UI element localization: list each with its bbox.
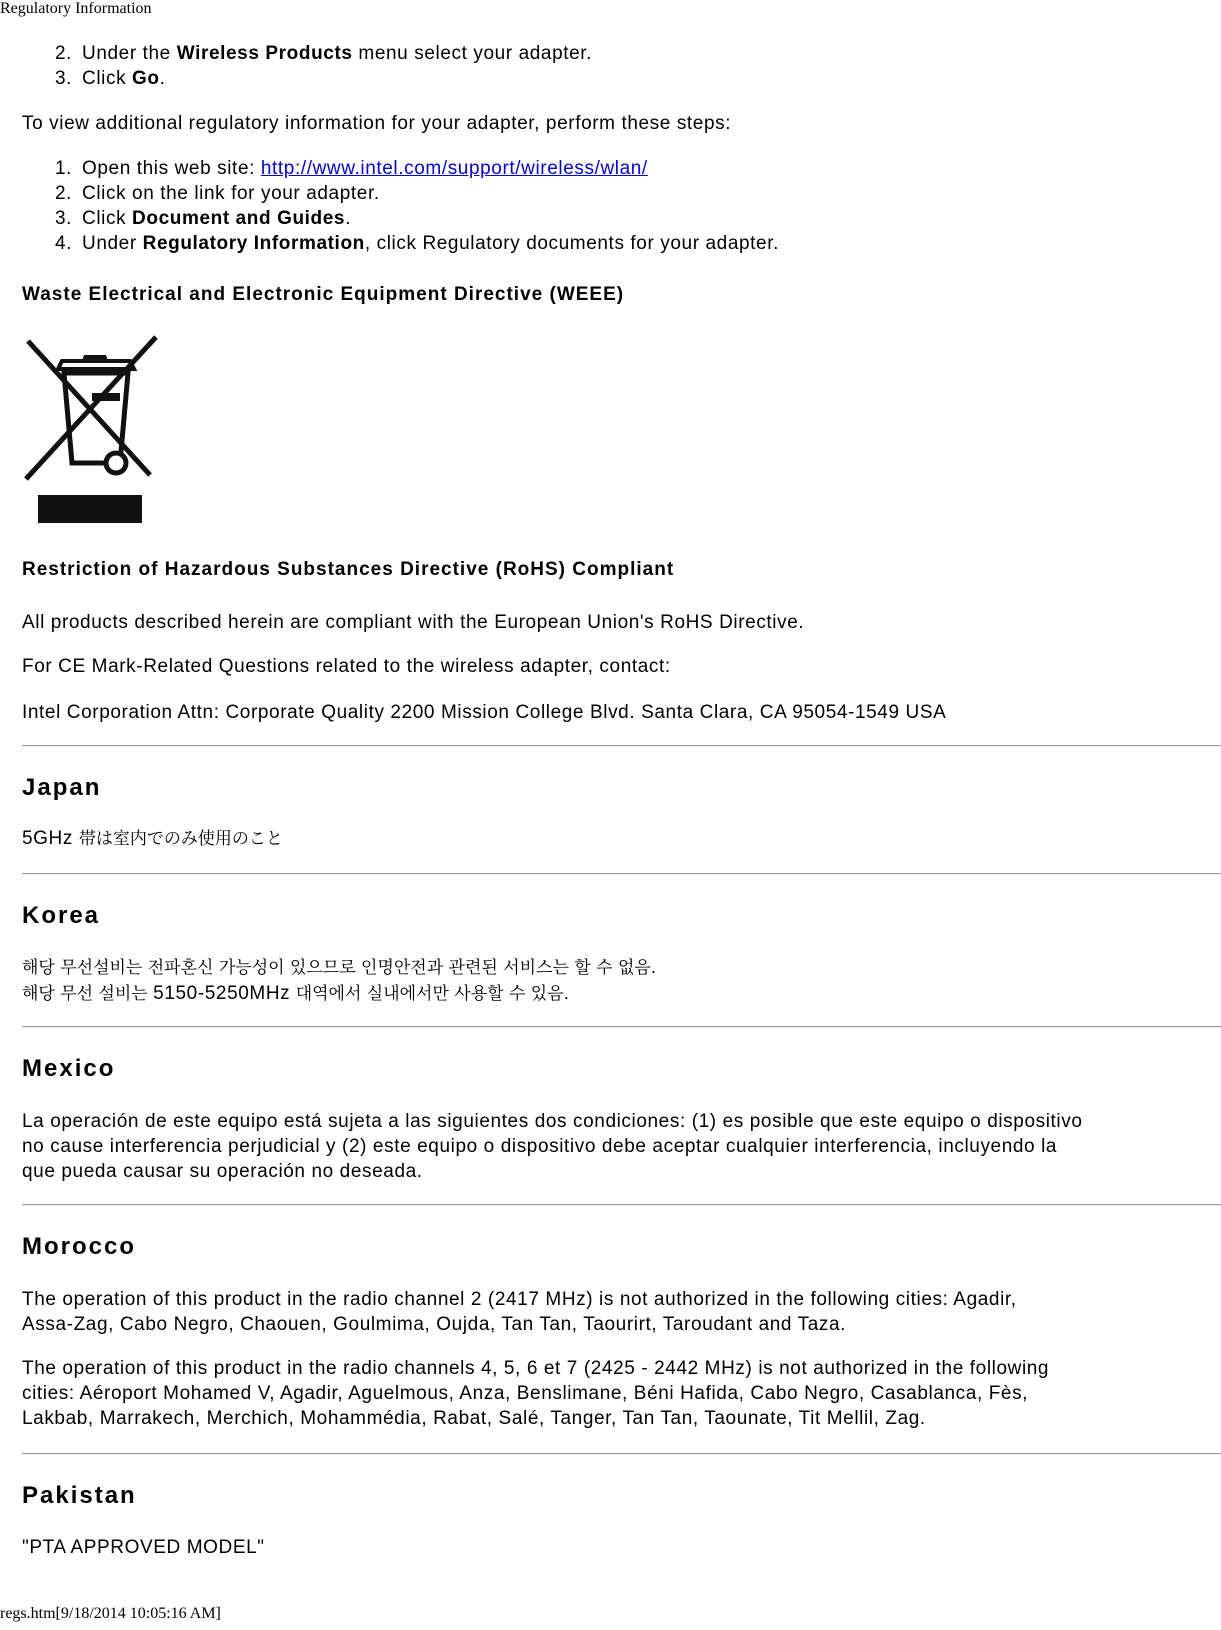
- korea-line: 해당 무선 설비는 5150-5250MHz 대역에서 실내에서만 사용할 수 있음.: [22, 983, 570, 1004]
- japan-text: 5GHz 帯は室内でのみ使用のこと: [22, 828, 283, 849]
- list-item: 2. Under the Wireless Products menu select your adapter.: [54, 43, 593, 64]
- morocco-text-line: Assa-Zag, Cabo Negro, Chaouen, Goulmima, Oujda, Tan Tan, Taourirt, Taroudant and Taza.: [22, 1314, 847, 1335]
- divider: [22, 1026, 1221, 1028]
- pakistan-heading: Pakistan: [22, 1482, 137, 1509]
- page-footer: regs.htm[9/18/2014 10:05:16 AM]: [0, 1605, 221, 1622]
- divider: [22, 1204, 1221, 1206]
- mexico-text-line: no cause interferencia perjudicial y (2) este equipo o dispositivo debe aceptar cualquier interferencia, incluyendo la: [22, 1136, 1058, 1157]
- japan-heading: Japan: [22, 774, 102, 801]
- korea-line: 해당 무선설비는 전파혼신 가능성이 있으므로 인명안전과 관련된 서비스는 할 수 없음.: [22, 958, 657, 978]
- crossed-out-wheelie-bin-icon: [22, 335, 164, 527]
- list-item: 4. Under Regulatory Information, click Regulatory documents for your adapter.: [54, 233, 779, 254]
- list-item: 3. Click Go.: [54, 68, 166, 89]
- morocco-text-line: The operation of this product in the radio channels 4, 5, 6 et 7 (2425 - 2442 MHz) is not authorized in the following: [22, 1358, 1050, 1379]
- page-header: Regulatory Information: [0, 0, 152, 17]
- rohs-heading: Restriction of Hazardous Substances Directive (RoHS) Compliant: [22, 559, 675, 580]
- morocco-text-line: The operation of this product in the radio channel 2 (2417 MHz) is not authorized in the following cities: Agadir,: [22, 1289, 1017, 1310]
- intel-support-link[interactable]: http://www.intel.com/support/wireless/wlan/: [260, 158, 648, 179]
- rohs-paragraph: All products described herein are compliant with the European Union's RoHS Directive.: [22, 612, 805, 633]
- weee-heading: Waste Electrical and Electronic Equipment Directive (WEEE): [22, 284, 625, 305]
- list-item: 3. Click Document and Guides.: [54, 208, 351, 229]
- divider: [22, 745, 1221, 747]
- list-item: 1. Open this web site: http://www.intel.com/support/wireless/wlan/: [54, 158, 648, 179]
- morocco-text-line: Lakbab, Marrakech, Merchich, Mohammédia, Rabat, Salé, Tanger, Tan Tan, Taounate, Tit Mellil, Zag.: [22, 1408, 926, 1429]
- morocco-text-line: cities: Aéroport Mohamed V, Agadir, Aguelmous, Anza, Benslimane, Béni Hafida, Cabo Negro, Casablanca, Fès,: [22, 1383, 1029, 1404]
- ce-contact-paragraph: For CE Mark-Related Questions related to the wireless adapter, contact:: [22, 656, 671, 677]
- korea-heading: Korea: [22, 902, 101, 929]
- morocco-heading: Morocco: [22, 1233, 137, 1260]
- mexico-text-line: que pueda causar su operación no deseada.: [22, 1161, 423, 1182]
- list-item: 2. Click on the link for your adapter.: [54, 183, 380, 204]
- mexico-text-line: La operación de este equipo está sujeta a las siguientes dos condiciones: (1) es posible que este equipo o dispositivo: [22, 1111, 1083, 1132]
- pakistan-text: "PTA APPROVED MODEL": [22, 1537, 265, 1558]
- divider: [22, 873, 1221, 875]
- mexico-heading: Mexico: [22, 1055, 116, 1082]
- intel-address: Intel Corporation Attn: Corporate Quality 2200 Mission College Blvd. Santa Clara, CA 95054-1549 USA: [22, 702, 947, 723]
- intro-text: To view additional regulatory information for your adapter, perform these steps:: [22, 113, 732, 134]
- divider: [22, 1453, 1221, 1455]
